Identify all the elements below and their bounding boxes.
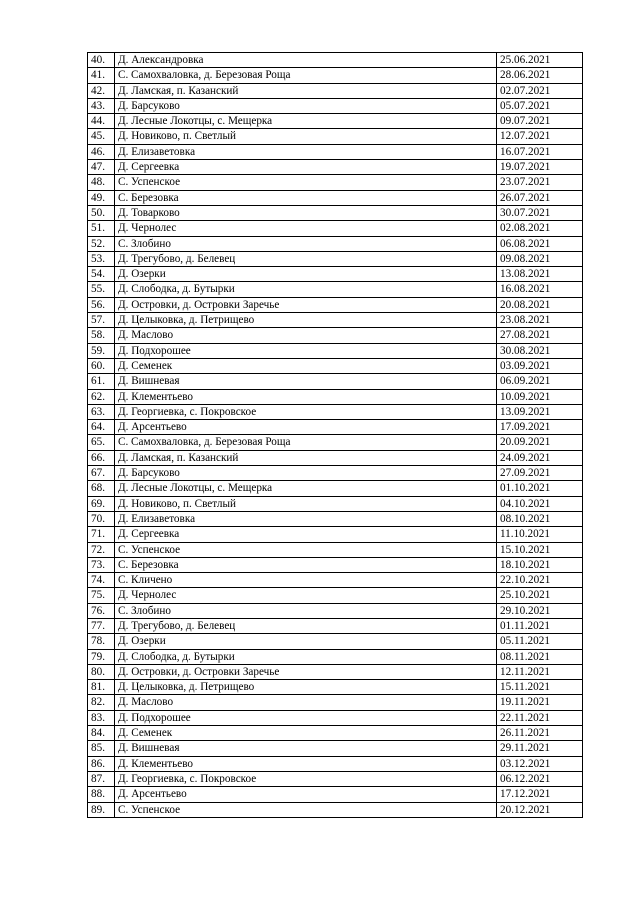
table-row [88, 680, 583, 695]
table-row [88, 771, 583, 786]
visit-date-cell: 02.08.2021 [497, 221, 583, 236]
settlement-name-cell: Д. Трегубово, д. Белевец [115, 251, 497, 266]
settlement-name-cell: Д. Товарково [115, 205, 497, 220]
visit-date-cell: 03.12.2021 [497, 756, 583, 771]
row-number-cell: 81. [88, 680, 115, 695]
visit-date-cell: 01.10.2021 [497, 481, 583, 496]
table-row [88, 251, 583, 266]
visit-date-cell: 22.10.2021 [497, 573, 583, 588]
settlement-name-cell: Д. Островки, д. Островки Заречье [115, 664, 497, 679]
visit-date-cell: 06.09.2021 [497, 374, 583, 389]
settlement-name-cell: Д. Подхорошее [115, 343, 497, 358]
table-row [88, 450, 583, 465]
row-number-cell: 65. [88, 435, 115, 450]
settlement-name-cell: Д. Клементьево [115, 756, 497, 771]
settlement-name-cell: С. Успенское [115, 542, 497, 557]
visit-date-cell: 01.11.2021 [497, 618, 583, 633]
table-row [88, 160, 583, 175]
visit-date-cell: 20.12.2021 [497, 802, 583, 817]
visit-date-cell: 12.11.2021 [497, 664, 583, 679]
row-number-cell: 56. [88, 297, 115, 312]
row-number-cell: 85. [88, 741, 115, 756]
row-number-cell: 67. [88, 466, 115, 481]
table-row [88, 282, 583, 297]
schedule-table [87, 52, 583, 818]
table-row [88, 267, 583, 282]
row-number-cell: 49. [88, 190, 115, 205]
row-number-cell: 88. [88, 787, 115, 802]
table-row [88, 542, 583, 557]
visit-date-cell: 06.08.2021 [497, 236, 583, 251]
row-number-cell: 82. [88, 695, 115, 710]
visit-date-cell: 04.10.2021 [497, 496, 583, 511]
settlement-name-cell: Д. Чернолес [115, 221, 497, 236]
settlement-name-cell: Д. Семенек [115, 358, 497, 373]
table-row [88, 802, 583, 817]
row-number-cell: 51. [88, 221, 115, 236]
visit-date-cell: 13.08.2021 [497, 267, 583, 282]
visit-date-cell: 19.07.2021 [497, 160, 583, 175]
settlement-name-cell: Д. Георгиевка, с. Покровское [115, 771, 497, 786]
settlement-name-cell: Д. Лесные Локотцы, с. Мещерка [115, 481, 497, 496]
row-number-cell: 57. [88, 313, 115, 328]
row-number-cell: 75. [88, 588, 115, 603]
table-row [88, 726, 583, 741]
row-number-cell: 58. [88, 328, 115, 343]
row-number-cell: 44. [88, 114, 115, 129]
settlement-name-cell: Д. Целыковка, д. Петрищево [115, 313, 497, 328]
settlement-name-cell: Д. Сергеевка [115, 527, 497, 542]
settlement-name-cell: С. Успенское [115, 802, 497, 817]
row-number-cell: 72. [88, 542, 115, 557]
row-number-cell: 46. [88, 144, 115, 159]
table-row [88, 343, 583, 358]
settlement-name-cell: Д. Трегубово, д. Белевец [115, 618, 497, 633]
table-row [88, 328, 583, 343]
settlement-name-cell: Д. Барсуково [115, 98, 497, 113]
row-number-cell: 64. [88, 420, 115, 435]
visit-date-cell: 03.09.2021 [497, 358, 583, 373]
settlement-name-cell: Д. Целыковка, д. Петрищево [115, 680, 497, 695]
settlement-name-cell: С. Успенское [115, 175, 497, 190]
table-row [88, 358, 583, 373]
visit-date-cell: 27.08.2021 [497, 328, 583, 343]
settlement-name-cell: Д. Островки, д. Островки Заречье [115, 297, 497, 312]
table-row [88, 618, 583, 633]
settlement-name-cell: Д. Ламская, п. Казанский [115, 83, 497, 98]
visit-date-cell: 16.07.2021 [497, 144, 583, 159]
settlement-name-cell: С. Березовка [115, 557, 497, 572]
settlement-name-cell: Д. Вишневая [115, 374, 497, 389]
visit-date-cell: 24.09.2021 [497, 450, 583, 465]
settlement-name-cell: Д. Озерки [115, 634, 497, 649]
table-row [88, 573, 583, 588]
row-number-cell: 70. [88, 511, 115, 526]
visit-date-cell: 11.10.2021 [497, 527, 583, 542]
row-number-cell: 83. [88, 710, 115, 725]
visit-date-cell: 28.06.2021 [497, 68, 583, 83]
table-row [88, 481, 583, 496]
table-row [88, 205, 583, 220]
table-row [88, 420, 583, 435]
settlement-name-cell: Д. Елизаветовка [115, 511, 497, 526]
row-number-cell: 41. [88, 68, 115, 83]
row-number-cell: 76. [88, 603, 115, 618]
settlement-name-cell: Д. Вишневая [115, 741, 497, 756]
row-number-cell: 40. [88, 53, 115, 68]
visit-date-cell: 17.09.2021 [497, 420, 583, 435]
table-row [88, 221, 583, 236]
visit-date-cell: 19.11.2021 [497, 695, 583, 710]
visit-date-cell: 23.07.2021 [497, 175, 583, 190]
row-number-cell: 48. [88, 175, 115, 190]
row-number-cell: 50. [88, 205, 115, 220]
row-number-cell: 84. [88, 726, 115, 741]
table-row [88, 741, 583, 756]
visit-date-cell: 26.11.2021 [497, 726, 583, 741]
table-row [88, 129, 583, 144]
table-row [88, 756, 583, 771]
settlement-name-cell: Д. Новиково, п. Светлый [115, 496, 497, 511]
row-number-cell: 60. [88, 358, 115, 373]
visit-date-cell: 27.09.2021 [497, 466, 583, 481]
settlement-name-cell: С. Злобино [115, 603, 497, 618]
table-row [88, 98, 583, 113]
row-number-cell: 42. [88, 83, 115, 98]
settlement-name-cell: Д. Ламская, п. Казанский [115, 450, 497, 465]
table-row [88, 404, 583, 419]
visit-date-cell: 30.08.2021 [497, 343, 583, 358]
row-number-cell: 80. [88, 664, 115, 679]
visit-date-cell: 26.07.2021 [497, 190, 583, 205]
visit-date-cell: 16.08.2021 [497, 282, 583, 297]
row-number-cell: 78. [88, 634, 115, 649]
visit-date-cell: 17.12.2021 [497, 787, 583, 802]
row-number-cell: 79. [88, 649, 115, 664]
visit-date-cell: 06.12.2021 [497, 771, 583, 786]
row-number-cell: 77. [88, 618, 115, 633]
table-row [88, 557, 583, 572]
settlement-name-cell: Д. Клементьево [115, 389, 497, 404]
settlement-name-cell: С. Самохваловка, д. Березовая Роща [115, 68, 497, 83]
table-row [88, 710, 583, 725]
row-number-cell: 63. [88, 404, 115, 419]
table-row [88, 53, 583, 68]
settlement-name-cell: Д. Слободка, д. Бутырки [115, 649, 497, 664]
row-number-cell: 61. [88, 374, 115, 389]
visit-date-cell: 09.07.2021 [497, 114, 583, 129]
table-row [88, 83, 583, 98]
visit-date-cell: 18.10.2021 [497, 557, 583, 572]
settlement-name-cell: Д. Георгиевка, с. Покровское [115, 404, 497, 419]
visit-date-cell: 25.06.2021 [497, 53, 583, 68]
visit-date-cell: 25.10.2021 [497, 588, 583, 603]
table-row [88, 190, 583, 205]
visit-date-cell: 20.09.2021 [497, 435, 583, 450]
row-number-cell: 55. [88, 282, 115, 297]
visit-date-cell: 02.07.2021 [497, 83, 583, 98]
visit-date-cell: 15.11.2021 [497, 680, 583, 695]
visit-date-cell: 05.07.2021 [497, 98, 583, 113]
table-row [88, 527, 583, 542]
row-number-cell: 43. [88, 98, 115, 113]
settlement-name-cell: Д. Александровка [115, 53, 497, 68]
settlement-name-cell: Д. Семенек [115, 726, 497, 741]
settlement-name-cell: С. Кличено [115, 573, 497, 588]
table-row [88, 313, 583, 328]
row-number-cell: 54. [88, 267, 115, 282]
settlement-name-cell: С. Березовка [115, 190, 497, 205]
visit-date-cell: 10.09.2021 [497, 389, 583, 404]
settlement-name-cell: Д. Лесные Локотцы, с. Мещерка [115, 114, 497, 129]
row-number-cell: 59. [88, 343, 115, 358]
settlement-name-cell: Д. Сергеевка [115, 160, 497, 175]
table-row [88, 374, 583, 389]
visit-date-cell: 23.08.2021 [497, 313, 583, 328]
table-row [88, 664, 583, 679]
settlement-name-cell: Д. Маслово [115, 328, 497, 343]
table-row [88, 634, 583, 649]
settlement-name-cell: Д. Чернолес [115, 588, 497, 603]
visit-date-cell: 29.10.2021 [497, 603, 583, 618]
settlement-name-cell: Д. Елизаветовка [115, 144, 497, 159]
visit-date-cell: 22.11.2021 [497, 710, 583, 725]
settlement-name-cell: С. Злобино [115, 236, 497, 251]
schedule-table-body [88, 53, 583, 818]
row-number-cell: 89. [88, 802, 115, 817]
visit-date-cell: 08.10.2021 [497, 511, 583, 526]
table-row [88, 236, 583, 251]
table-row [88, 389, 583, 404]
settlement-name-cell: Д. Новиково, п. Светлый [115, 129, 497, 144]
row-number-cell: 73. [88, 557, 115, 572]
settlement-name-cell: Д. Арсентьево [115, 420, 497, 435]
row-number-cell: 45. [88, 129, 115, 144]
table-row [88, 435, 583, 450]
settlement-name-cell: Д. Озерки [115, 267, 497, 282]
row-number-cell: 66. [88, 450, 115, 465]
settlement-name-cell: Д. Арсентьево [115, 787, 497, 802]
table-row [88, 511, 583, 526]
visit-date-cell: 12.07.2021 [497, 129, 583, 144]
table-row [88, 297, 583, 312]
table-row [88, 466, 583, 481]
row-number-cell: 52. [88, 236, 115, 251]
settlement-name-cell: Д. Слободка, д. Бутырки [115, 282, 497, 297]
table-row [88, 603, 583, 618]
row-number-cell: 69. [88, 496, 115, 511]
row-number-cell: 74. [88, 573, 115, 588]
table-row [88, 496, 583, 511]
row-number-cell: 71. [88, 527, 115, 542]
visit-date-cell: 13.09.2021 [497, 404, 583, 419]
table-row [88, 144, 583, 159]
visit-date-cell: 30.07.2021 [497, 205, 583, 220]
visit-date-cell: 15.10.2021 [497, 542, 583, 557]
settlement-name-cell: С. Самохваловка, д. Березовая Роща [115, 435, 497, 450]
table-row [88, 649, 583, 664]
visit-date-cell: 08.11.2021 [497, 649, 583, 664]
visit-date-cell: 29.11.2021 [497, 741, 583, 756]
table-row [88, 588, 583, 603]
row-number-cell: 68. [88, 481, 115, 496]
table-row [88, 695, 583, 710]
visit-date-cell: 09.08.2021 [497, 251, 583, 266]
visit-date-cell: 20.08.2021 [497, 297, 583, 312]
table-row [88, 68, 583, 83]
table-row [88, 114, 583, 129]
row-number-cell: 86. [88, 756, 115, 771]
visit-date-cell: 05.11.2021 [497, 634, 583, 649]
settlement-name-cell: Д. Маслово [115, 695, 497, 710]
table-row [88, 175, 583, 190]
row-number-cell: 87. [88, 771, 115, 786]
settlement-name-cell: Д. Подхорошее [115, 710, 497, 725]
table-row [88, 787, 583, 802]
settlement-name-cell: Д. Барсуково [115, 466, 497, 481]
row-number-cell: 53. [88, 251, 115, 266]
row-number-cell: 62. [88, 389, 115, 404]
row-number-cell: 47. [88, 160, 115, 175]
